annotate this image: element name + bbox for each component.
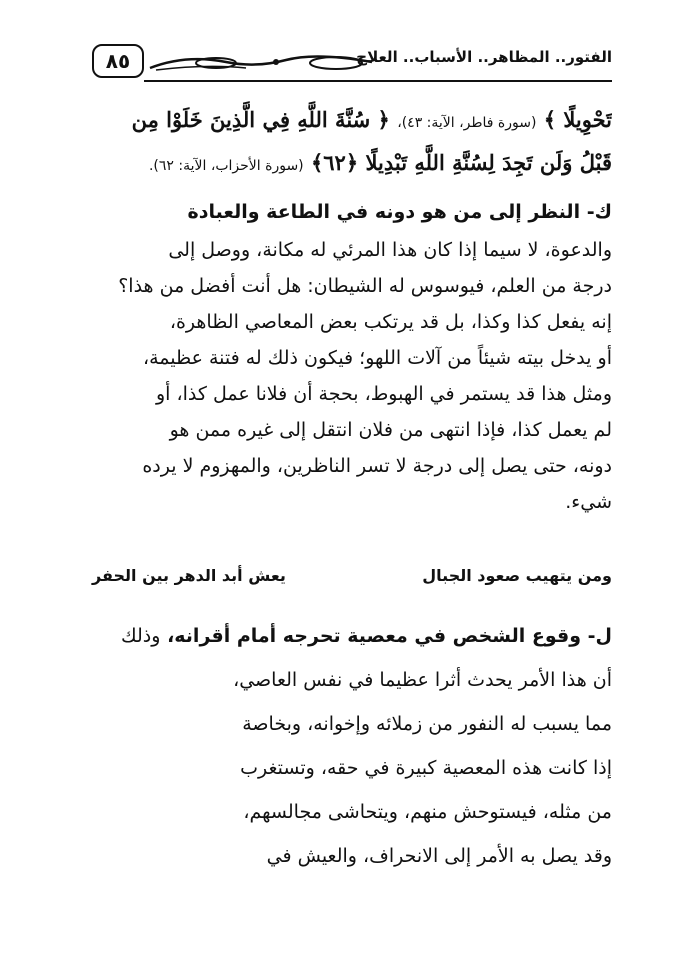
verse-text: ﴿ سُنَّةَ اللَّهِ فِي الَّذِينَ خَلَوْا مِن xyxy=(131,107,390,132)
section-heading-k: ك- النظر إلى من هو دونه في الطاعة والعبادة xyxy=(187,201,612,223)
paragraph-line: ومثل هذا قد يستمر في الهبوط، بحجة أن فلانا عمل كذا، أو xyxy=(156,383,612,405)
section-heading-text: ل- وقوع الشخص في معصية تحرجه أمام أقرانه، xyxy=(167,625,612,647)
verse-reference: (سورة الأحزاب، الآية: ٦٢). xyxy=(148,158,304,174)
paragraph-line: وقد يصل به الأمر إلى الانحراف، والعيش في xyxy=(266,845,612,867)
paragraph-line: من مثله، فيستوحش منهم، ويتحاشى مجالسهم، xyxy=(243,801,612,823)
paragraph-line: إذا كانت هذه المعصية كبيرة في حقه، وتستغرب xyxy=(240,757,612,779)
verse-word: تَحْوِيلًا xyxy=(563,107,612,132)
verse-line-1: تَحْوِيلًا ﴾ (سورة فاطر، الآية: ٤٣)، ﴿ سُنَّةَ اللَّهِ فِي الَّذِينَ خَلَوْا مِن xyxy=(131,107,612,132)
paragraph-line: والدعوة، لا سيما إذا كان هذا المرئي له مكانة، ووصل إلى xyxy=(168,239,612,261)
verse-line-2 xyxy=(92,143,612,186)
verse-text: قَبْلُ وَلَن تَجِدَ لِسُنَّةِ اللَّهِ تَبْدِيلًا ﴿٦٢﴾ xyxy=(310,150,612,175)
paragraph-line: شيء. xyxy=(565,491,612,513)
verse-reference: (سورة فاطر، الآية: ٤٣)، xyxy=(397,115,537,131)
section-heading-l xyxy=(92,614,612,658)
page-number: ٨٥ xyxy=(92,44,144,78)
paragraph-line: لم يعمل كذا، فإذا انتهى من فلان انتقل إلى غيره ممن هو xyxy=(169,419,612,441)
poem-hemistich-left: يعش أبد الدهر بين الحفر xyxy=(92,566,286,585)
poem-hemistich-right: ومن يتهيب صعود الجبال xyxy=(422,566,612,585)
main-text-top xyxy=(92,100,612,520)
header-rule xyxy=(144,80,612,82)
poem-verse xyxy=(92,566,612,596)
section-heading-tail: وذلك xyxy=(120,625,161,647)
running-title: الفتور.. المظاهر.. الأسباب.. العلاج xyxy=(356,48,612,66)
paragraph-line: أن هذا الأمر يحدث أثرا عظيما في نفس العاصي، xyxy=(233,669,612,691)
paragraph-line: دونه، حتى يصل إلى درجة لا تسر الناظرين، والمهزوم لا يرده xyxy=(142,455,612,477)
paragraph-line: إنه يفعل كذا وكذا، بل قد يرتكب بعض المعاصي الظاهرة، xyxy=(169,311,612,333)
page-header xyxy=(92,44,612,84)
main-text-bottom xyxy=(92,614,612,878)
paragraph-line: أو يدخل بيته شيئاً من آلات اللهو؛ فيكون ذلك له فتنة عظيمة، xyxy=(142,347,612,369)
header-ornament-icon xyxy=(146,50,376,76)
paragraph-line: مما يسبب له النفور من زملائه وإخوانه، وبخاصة xyxy=(242,713,612,735)
paragraph-line: درجة من العلم، فيوسوس له الشيطان: هل أنت أفضل من هذا؟ xyxy=(118,275,612,297)
